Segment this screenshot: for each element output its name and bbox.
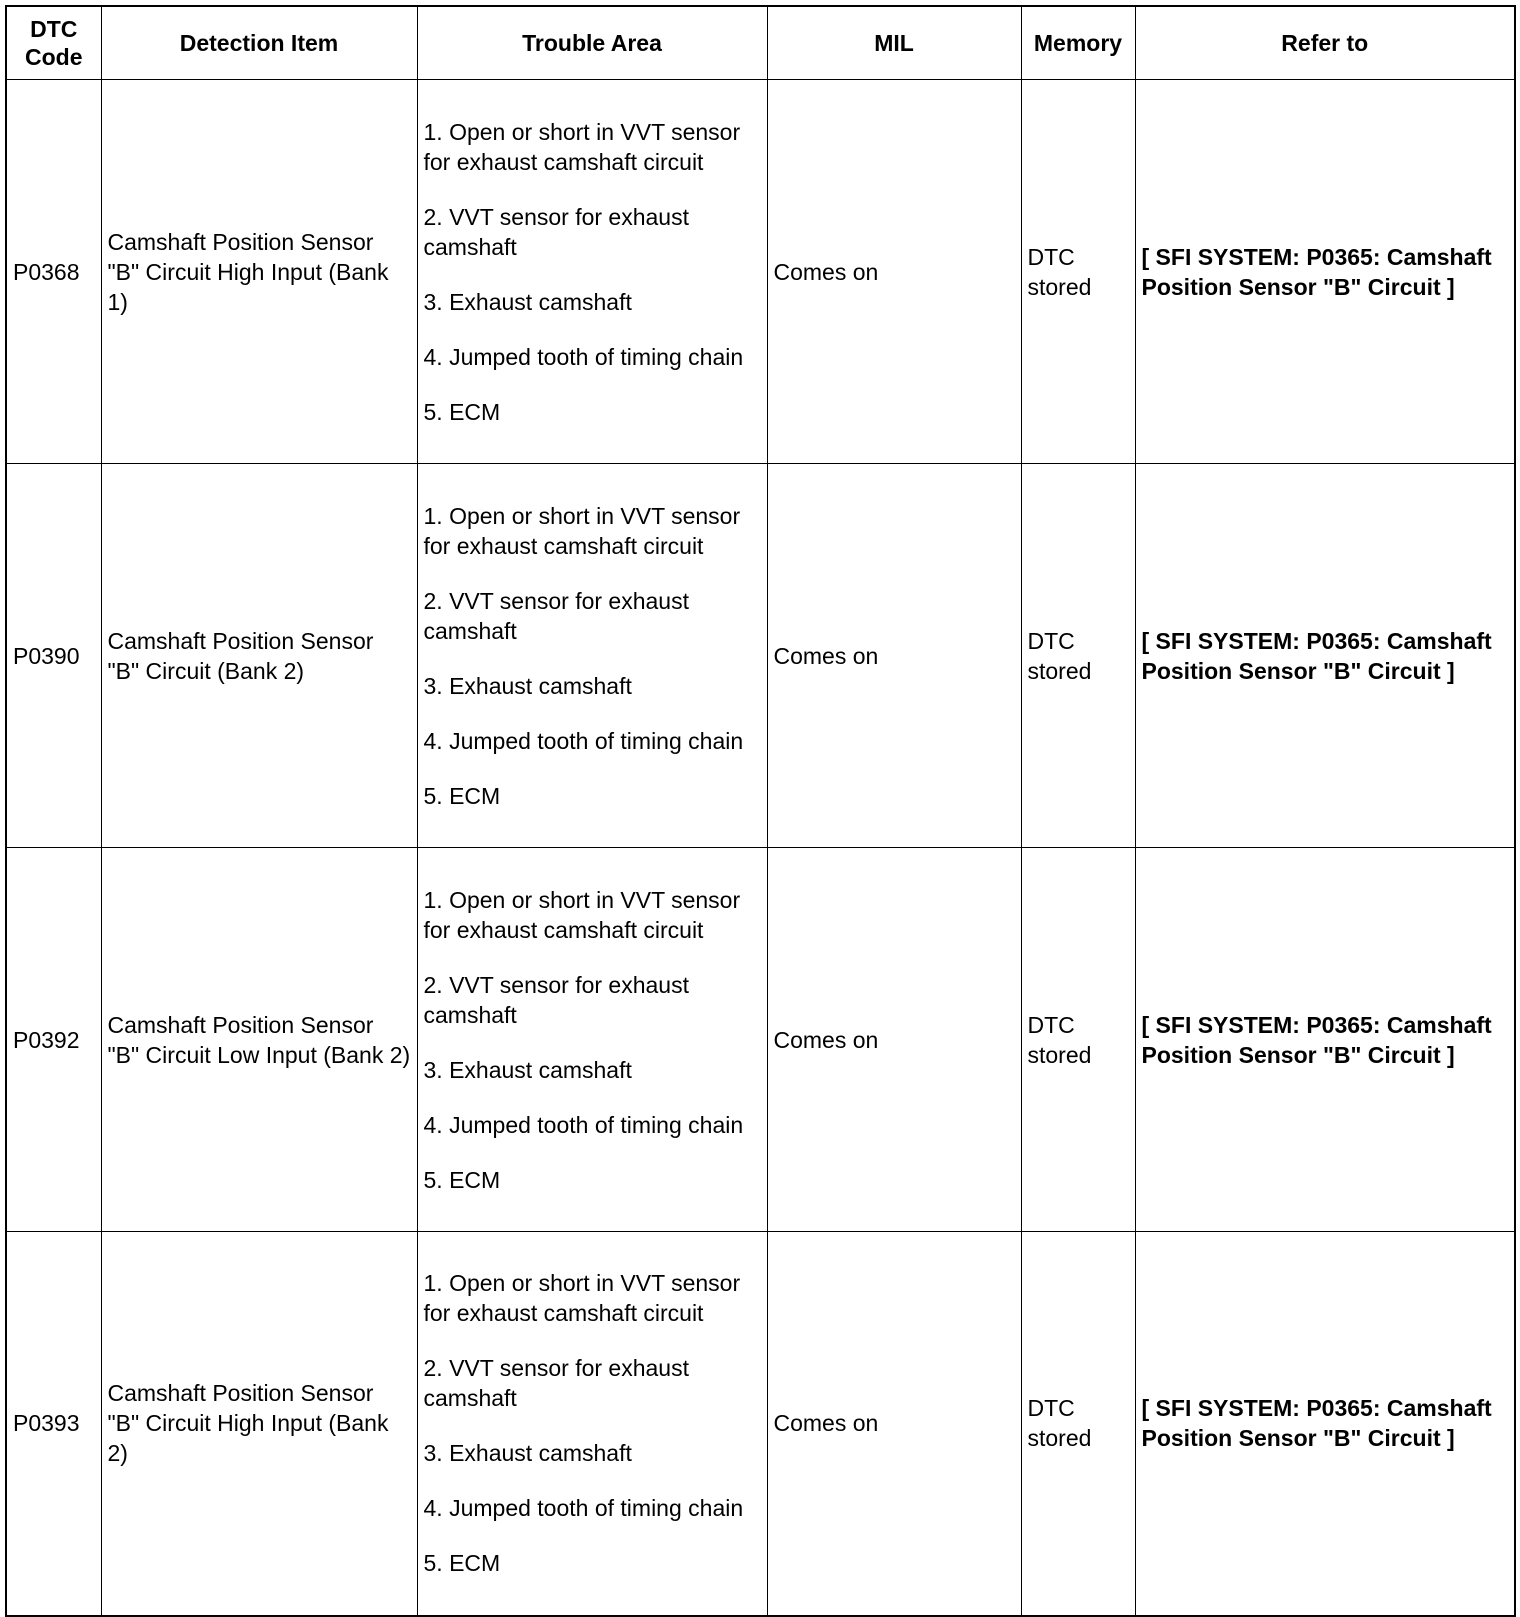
dtc-code-cell: P0393 xyxy=(6,1232,101,1616)
mil-cell: Comes on xyxy=(767,1232,1021,1616)
trouble-area-cell xyxy=(417,848,767,1232)
mil-cell: Comes on xyxy=(767,80,1021,464)
trouble-area-item: 3. Exhaust camshaft xyxy=(423,672,632,699)
dtc-table xyxy=(5,5,1516,1617)
detection-item-cell: Camshaft Position Sensor "B" Circuit Low Input (Bank 2) xyxy=(101,848,417,1232)
table-row xyxy=(6,848,1515,1232)
table-row xyxy=(6,1232,1515,1616)
trouble-area-item: 3. Exhaust camshaft xyxy=(423,1056,632,1083)
trouble-area-item: 1. Open or short in VVT sensor for exhaust camshaft circuit xyxy=(423,118,741,175)
trouble-area-item: 5. ECM xyxy=(423,782,501,809)
table-row xyxy=(6,464,1515,848)
trouble-area-item: 2. VVT sensor for exhaust camshaft xyxy=(423,971,689,1028)
trouble-area-item: 3. Exhaust camshaft xyxy=(423,288,632,315)
trouble-area-item: 1. Open or short in VVT sensor for exhaust camshaft circuit xyxy=(423,1270,741,1327)
trouble-area-item: 4. Jumped tooth of timing chain xyxy=(423,1495,744,1522)
trouble-area-list xyxy=(424,885,761,1195)
mil-cell: Comes on xyxy=(767,848,1021,1232)
dtc-code-cell: P0368 xyxy=(6,80,101,464)
trouble-area-item: 3. Exhaust camshaft xyxy=(423,1440,632,1467)
trouble-area-item: 2. VVT sensor for exhaust camshaft xyxy=(423,203,689,260)
header-dtc-code: DTC Code xyxy=(6,6,101,80)
trouble-area-cell xyxy=(417,80,767,464)
trouble-area-item: 4. Jumped tooth of timing chain xyxy=(423,727,744,754)
refer-to-link[interactable]: [ SFI SYSTEM: P0365: Camshaft Position Sensor "B" Circuit ] xyxy=(1135,80,1515,464)
header-row xyxy=(6,6,1515,80)
memory-cell: DTC stored xyxy=(1021,1232,1135,1616)
detection-item-cell: Camshaft Position Sensor "B" Circuit High Input (Bank 2) xyxy=(101,1232,417,1616)
header-mil: MIL xyxy=(767,6,1021,80)
dtc-code-cell: P0390 xyxy=(6,464,101,848)
dtc-code-cell: P0392 xyxy=(6,848,101,1232)
detection-item-cell: Camshaft Position Sensor "B" Circuit High Input (Bank 1) xyxy=(101,80,417,464)
table-row xyxy=(6,80,1515,464)
trouble-area-list xyxy=(424,501,761,811)
trouble-area-item: 1. Open or short in VVT sensor for exhaust camshaft circuit xyxy=(423,502,741,559)
memory-cell: DTC stored xyxy=(1021,848,1135,1232)
header-trouble-area: Trouble Area xyxy=(417,6,767,80)
memory-cell: DTC stored xyxy=(1021,464,1135,848)
trouble-area-item: 5. ECM xyxy=(423,1166,501,1193)
mil-cell: Comes on xyxy=(767,464,1021,848)
trouble-area-list xyxy=(424,1268,761,1578)
trouble-area-item: 2. VVT sensor for exhaust camshaft xyxy=(423,1355,689,1412)
trouble-area-item: 4. Jumped tooth of timing chain xyxy=(423,1111,744,1138)
header-detection-item: Detection Item xyxy=(101,6,417,80)
trouble-area-cell xyxy=(417,1232,767,1616)
trouble-area-item: 1. Open or short in VVT sensor for exhaust camshaft circuit xyxy=(423,886,741,943)
trouble-area-item: 4. Jumped tooth of timing chain xyxy=(423,343,744,370)
memory-cell: DTC stored xyxy=(1021,80,1135,464)
trouble-area-item: 5. ECM xyxy=(423,398,501,425)
trouble-area-list xyxy=(424,117,761,427)
trouble-area-item: 2. VVT sensor for exhaust camshaft xyxy=(423,587,689,644)
detection-item-cell: Camshaft Position Sensor "B" Circuit (Bank 2) xyxy=(101,464,417,848)
trouble-area-cell xyxy=(417,464,767,848)
refer-to-link[interactable]: [ SFI SYSTEM: P0365: Camshaft Position Sensor "B" Circuit ] xyxy=(1135,1232,1515,1616)
refer-to-link[interactable]: [ SFI SYSTEM: P0365: Camshaft Position Sensor "B" Circuit ] xyxy=(1135,848,1515,1232)
header-refer-to: Refer to xyxy=(1135,6,1515,80)
trouble-area-item: 5. ECM xyxy=(423,1550,501,1577)
refer-to-link[interactable]: [ SFI SYSTEM: P0365: Camshaft Position Sensor "B" Circuit ] xyxy=(1135,464,1515,848)
header-memory: Memory xyxy=(1021,6,1135,80)
